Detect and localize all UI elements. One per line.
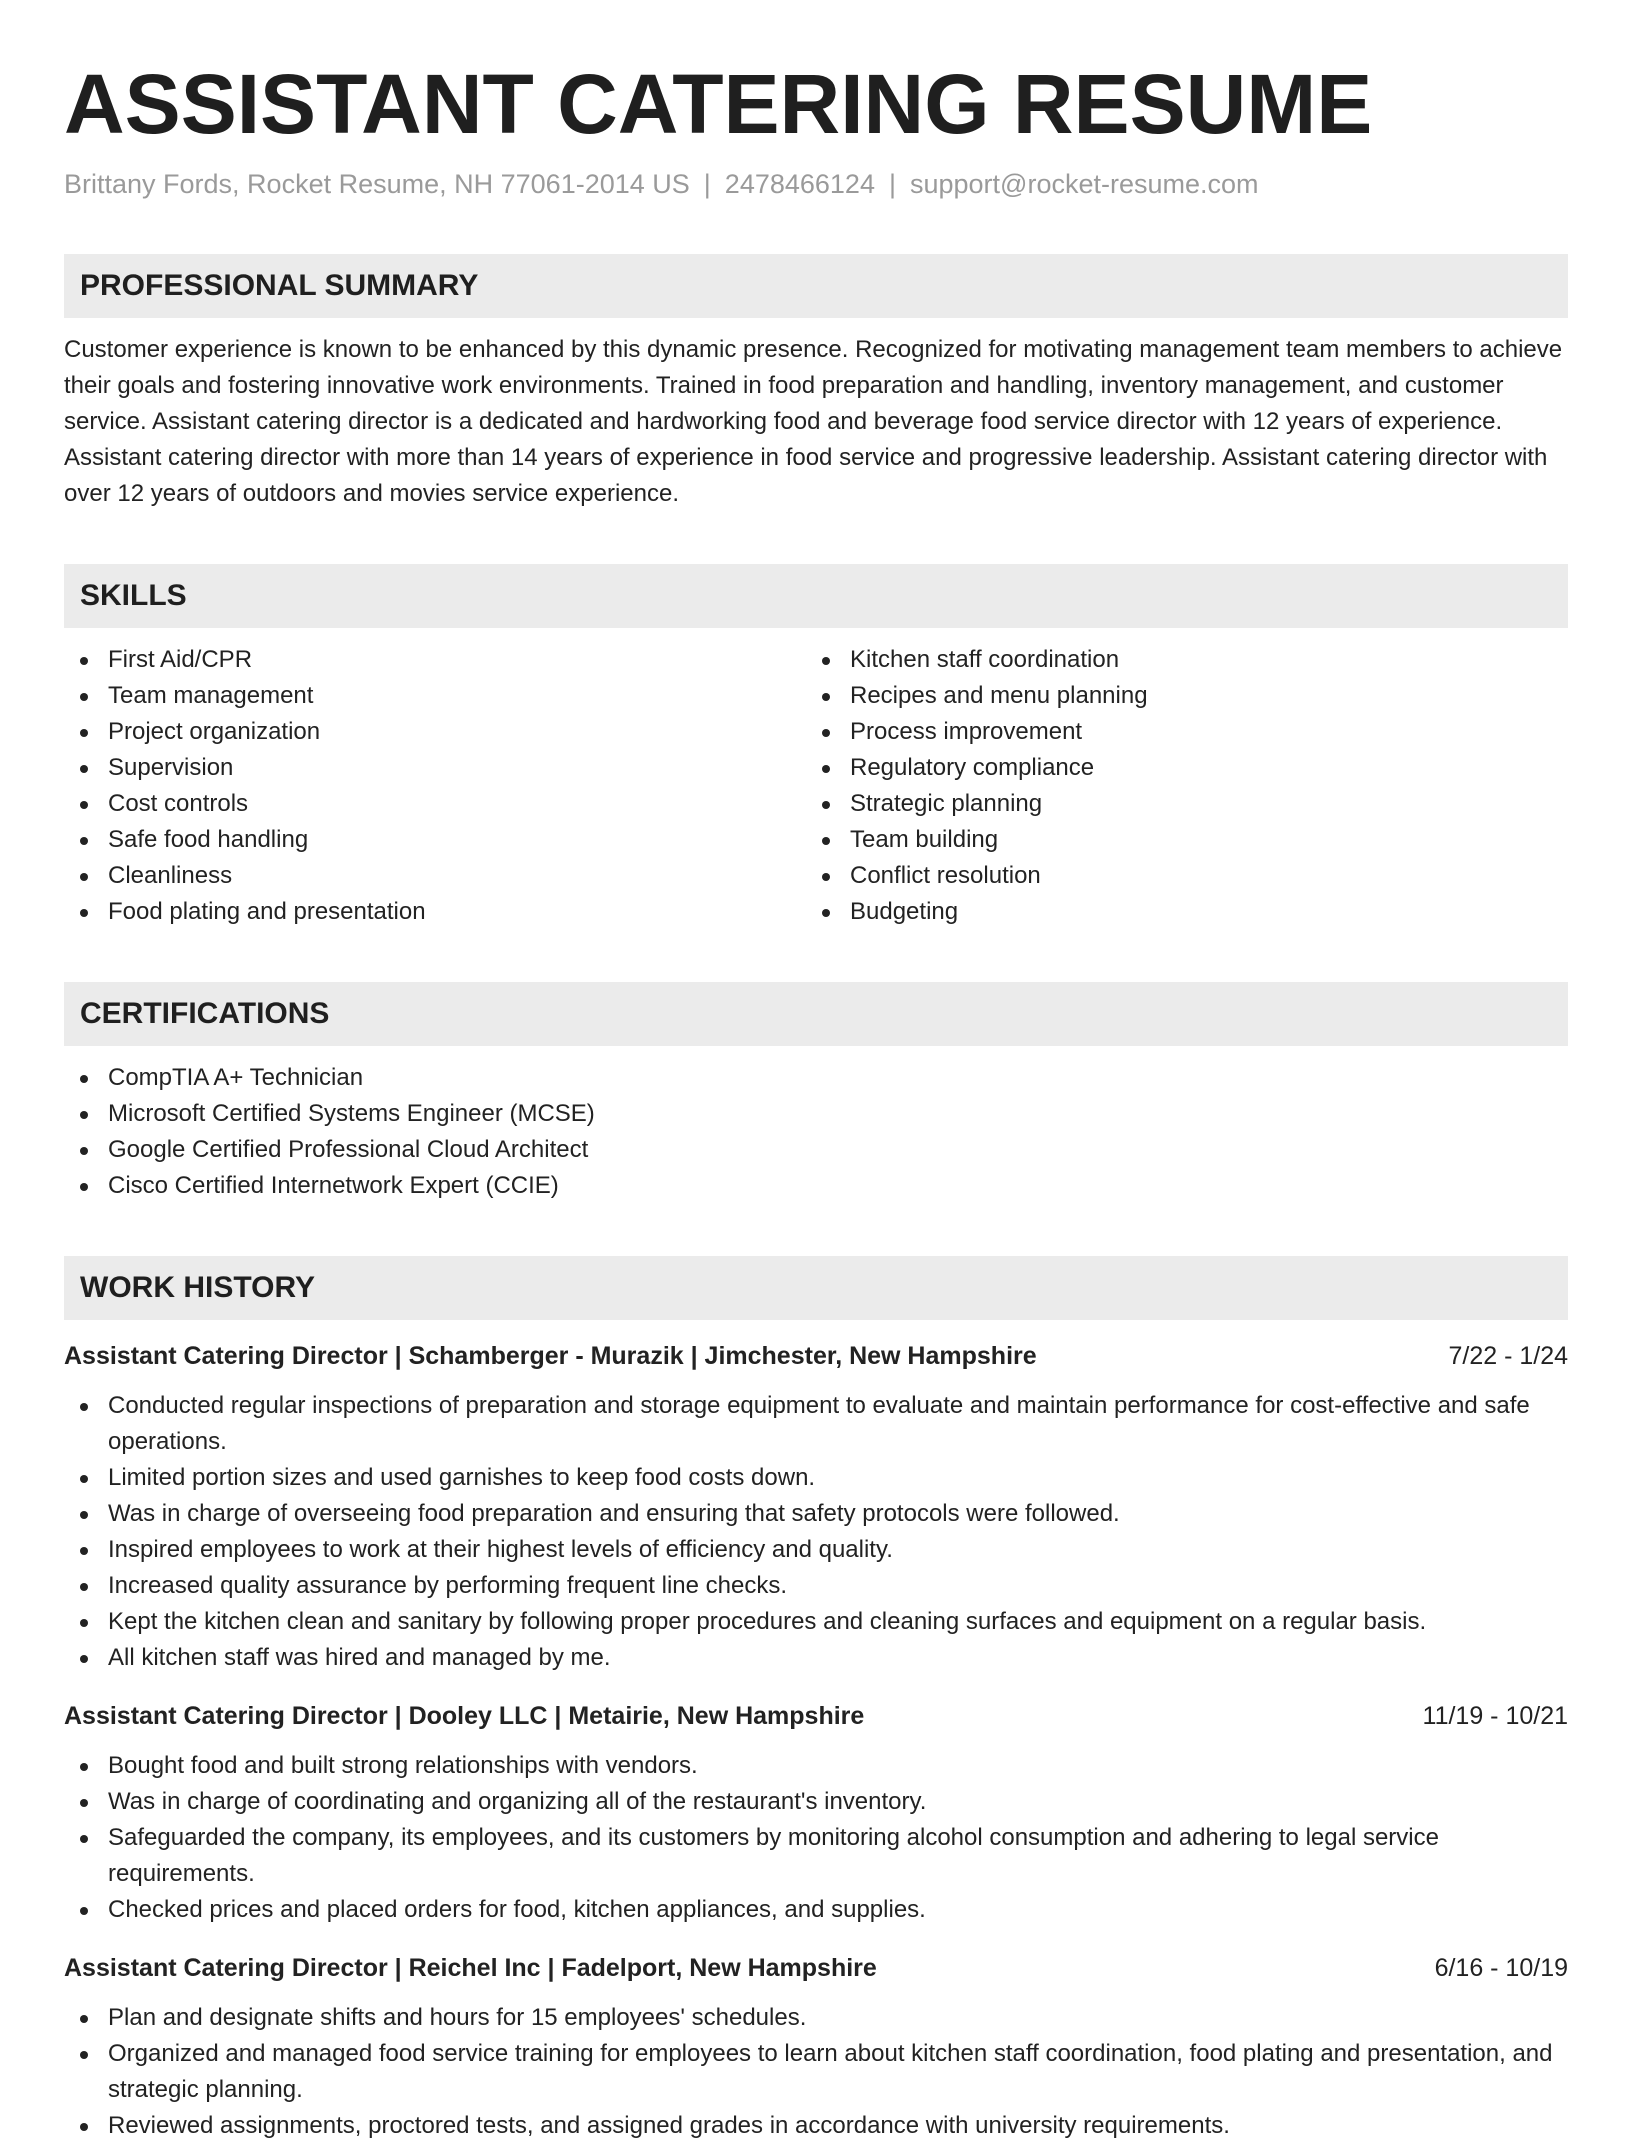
job-bullet: Bought food and built strong relationships with vendors.	[64, 1748, 1568, 1784]
certification-item: Microsoft Certified Systems Engineer (MCSE)	[64, 1096, 1568, 1132]
contact-line	[64, 166, 1568, 202]
job-dates: 11/19 - 10/21	[1422, 1702, 1568, 1730]
skills-left-column	[64, 642, 806, 930]
skill-item: Conflict resolution	[806, 858, 1548, 894]
job-bullet: Organized and managed food service training for employees to learn about kitchen staff coordination, food plating and presentation, and strategic planning.	[64, 2036, 1568, 2108]
skill-item: Budgeting	[806, 894, 1548, 930]
job-bullet: Reviewed assignments, proctored tests, and assigned grades in accordance with university requirements.	[64, 2108, 1568, 2144]
job-entry	[64, 1698, 1568, 1928]
skill-item: Regulatory compliance	[806, 750, 1548, 786]
job-title: Assistant Catering Director | Dooley LLC | Metairie, New Hampshire	[64, 1702, 865, 1730]
resume-page	[64, 56, 1568, 2144]
job-bullet: Limited portion sizes and used garnishes to keep food costs down.	[64, 1460, 1568, 1496]
contact-address: Brittany Fords, Rocket Resume, NH 77061-2014 US	[64, 169, 690, 199]
job-bullet: All kitchen staff was hired and managed by me.	[64, 1640, 1568, 1676]
job-bullet: Checked prices and placed orders for food, kitchen appliances, and supplies.	[64, 1892, 1568, 1928]
skill-item: First Aid/CPR	[64, 642, 806, 678]
job-bullet: Inspired employees to work at their highest levels of efficiency and quality.	[64, 1532, 1568, 1568]
job-bullet: Was in charge of coordinating and organizing all of the restaurant's inventory.	[64, 1784, 1568, 1820]
job-entry	[64, 1338, 1568, 1676]
skill-item: Cleanliness	[64, 858, 806, 894]
skill-item: Cost controls	[64, 786, 806, 822]
job-header	[64, 1698, 1568, 1734]
resume-title: ASSISTANT CATERING RESUME	[64, 57, 1373, 151]
certifications-heading: CERTIFICATIONS	[64, 982, 1568, 1046]
job-dates: 6/16 - 10/19	[1434, 1954, 1568, 1982]
certification-item: Cisco Certified Internetwork Expert (CCIE)	[64, 1168, 1568, 1204]
job-bullet: Conducted regular inspections of preparation and storage equipment to evaluate and maintain performance for cost-effective and safe operations.	[64, 1388, 1568, 1460]
job-bullets	[64, 1748, 1568, 1928]
summary-heading: PROFESSIONAL SUMMARY	[64, 254, 1568, 318]
contact-separator: |	[888, 169, 896, 199]
work-history-list	[64, 1338, 1568, 2144]
skill-item: Safe food handling	[64, 822, 806, 858]
job-bullet: Increased quality assurance by performing frequent line checks.	[64, 1568, 1568, 1604]
job-header	[64, 1338, 1568, 1374]
job-bullet: Plan and designate shifts and hours for 15 employees' schedules.	[64, 2000, 1568, 2036]
skill-item: Kitchen staff coordination	[806, 642, 1548, 678]
skills-right-column	[806, 642, 1548, 930]
job-bullet: Safeguarded the company, its employees, and its customers by monitoring alcohol consumption and adhering to legal service requirements.	[64, 1820, 1568, 1892]
skills-heading: SKILLS	[64, 564, 1568, 628]
skills-list	[64, 642, 1568, 930]
certifications-list	[64, 1060, 1568, 1204]
job-header	[64, 1950, 1568, 1986]
skill-item: Food plating and presentation	[64, 894, 806, 930]
work-history-heading: WORK HISTORY	[64, 1256, 1568, 1320]
contact-phone: 2478466124	[724, 169, 875, 199]
certification-item: Google Certified Professional Cloud Architect	[64, 1132, 1568, 1168]
job-bullets	[64, 1388, 1568, 1676]
job-title: Assistant Catering Director | Schamberger - Murazik | Jimchester, New Hampshire	[64, 1342, 1037, 1370]
skill-item: Team building	[806, 822, 1548, 858]
contact-separator: |	[703, 169, 711, 199]
skill-item: Project organization	[64, 714, 806, 750]
skill-item: Strategic planning	[806, 786, 1548, 822]
job-entry	[64, 1950, 1568, 2144]
skill-item: Team management	[64, 678, 806, 714]
summary-text: Customer experience is known to be enhanced by this dynamic presence. Recognized for motivating management team members to achieve their goals and fostering innovative work environments. Trained in food preparation and handling, inventory management, and customer service. Assistant catering director is a dedicated and hardworking food and beverage food service director with 12 years of experience. Assistant catering director with more than 14 years of experience in food service and progressive leadership. Assistant catering director with over 12 years of outdoors and movies service experience.	[64, 336, 1563, 507]
job-bullet: Was in charge of overseeing food preparation and ensuring that safety protocols were followed.	[64, 1496, 1568, 1532]
job-bullets	[64, 2000, 1568, 2144]
contact-email: support@rocket-resume.com	[909, 169, 1259, 199]
certification-item: CompTIA A+ Technician	[64, 1060, 1568, 1096]
skill-item: Recipes and menu planning	[806, 678, 1548, 714]
job-title: Assistant Catering Director | Reichel Inc | Fadelport, New Hampshire	[64, 1954, 877, 1982]
job-dates: 7/22 - 1/24	[1448, 1342, 1568, 1370]
skill-item: Process improvement	[806, 714, 1548, 750]
job-bullet: Kept the kitchen clean and sanitary by following proper procedures and cleaning surfaces and equipment on a regular basis.	[64, 1604, 1568, 1640]
skill-item: Supervision	[64, 750, 806, 786]
